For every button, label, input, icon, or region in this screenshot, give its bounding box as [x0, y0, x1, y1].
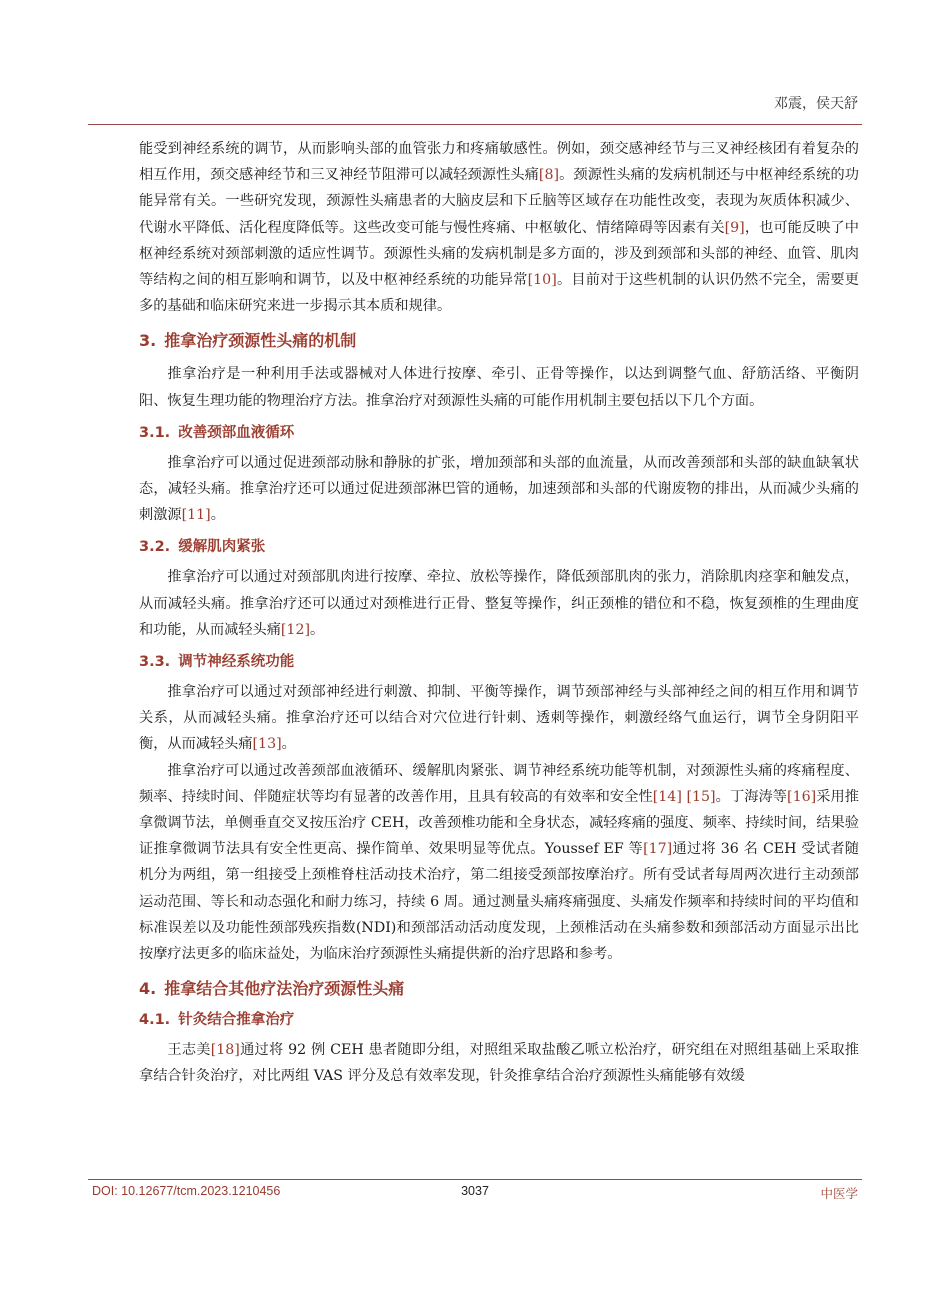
paragraph-text: 王志美	[167, 1042, 211, 1059]
paragraph-text: 通过将 36 名 CEH 受试者随机分为两组，第一组接受上颈椎脊柱活动技术治疗，第二组接受颈部按摩治疗。所有受试者每周两次进行主动颈部运动范围、等长和动态强化和耐力练习，持续 6 周。通过测量头痛疼痛强度、头痛发作频率和持续时间的平均值和标准误差以及功能性颈部残疾指数(NDI)和颈部活动活动度发现，上颈椎活动在头痛参数和颈部活动方面显示出比按摩疗法更多的临床益处，为临床治疗颈源性头痛提供新的治疗思路和参考。	[139, 841, 859, 963]
citation-link[interactable]: [9]	[724, 219, 745, 236]
page-number: 3037	[461, 1184, 489, 1198]
paragraph-text: 采用推拿微调节法，单侧垂直交叉按压治疗 CEH，改善颈椎功能和全身状态，减轻疼痛的强度、频率、持续时间，结果验证推拿微调节法具有安全性更高、操作简单、效果明显等优点。Youssef EF 等	[139, 788, 859, 858]
paragraph-text: 推拿治疗可以通过对颈部肌肉进行按摩、牵拉、放松等操作，降低颈部肌肉的张力，消除肌肉痉挛和触发点，从而减轻头痛。推拿治疗还可以通过对颈椎进行正骨、整复等操作，纠正颈椎的错位和不稳，恢复颈椎的生理曲度和功能，从而减轻头痛	[139, 569, 859, 638]
journal-name: 中医学	[820, 1187, 858, 1201]
body-paragraph	[139, 136, 859, 319]
section-heading	[139, 329, 859, 353]
paragraph-text: ，也可能反映了中枢神经系统对颈部刺激的适应性调节。颈源性头痛的发病机制是多方面的，涉及到颈部和头部的神经、血管、肌肉等结构之间的相互影响和调节，以及中枢神经系统的功能异常	[139, 219, 859, 289]
running-header-authors: 邓震，侯天舒	[774, 96, 858, 112]
article-body	[139, 136, 859, 1090]
paragraph-text: 推拿治疗可以通过促进颈部动脉和静脉的扩张，增加颈部和头部的血流量，从而改善颈部和头部的缺血缺氧状态，减轻头痛。推拿治疗还可以通过促进颈部淋巴管的通畅，加速颈部和头部的代谢废物的排出，从而减少头痛的刺激源	[139, 454, 859, 524]
paragraph-text: 。	[310, 621, 325, 638]
citation-link[interactable]: [18]	[210, 1042, 240, 1059]
body-paragraph	[139, 679, 859, 758]
citation-link[interactable]: [13]	[252, 736, 282, 753]
paragraph-text: 通过将 92 例 CEH 患者随即分组，对照组采取盐酸乙哌立松治疗，研究组在对照组基础上采取推拿结合针灸治疗，对比两组 VAS 评分及总有效率发现，针灸推拿结合治疗颈源性头痛能够有效缓	[139, 1042, 859, 1085]
heading-number: 4.1.	[139, 1012, 171, 1029]
citation-link[interactable]: [12]	[280, 621, 311, 638]
body-paragraph	[139, 758, 859, 968]
body-paragraph	[139, 564, 859, 643]
heading-number: 4.	[139, 979, 157, 999]
subsection-heading	[139, 536, 859, 558]
heading-text: 调节神经系统功能	[178, 654, 295, 671]
heading-text: 缓解肌肉紧张	[178, 539, 266, 556]
citation-link[interactable]: [10]	[527, 272, 557, 289]
paragraph-text: 推拿治疗可以通过改善颈部血液循环、缓解肌肉紧张、调节神经系统功能等机制，对颈源性头痛的疼痛程度、频率、持续时间、伴随症状等均有显著的改善作用，且具有较高的有效率和安全性	[139, 762, 859, 805]
heading-number: 3.1.	[139, 424, 171, 441]
paragraph-text: 。颈源性头痛的发病机制还与中枢神经系统的功能异常有关。一些研究发现，颈源性头痛患者的大脑皮层和下丘脑等区域存在功能性改变，表现为灰质体积减少、代谢水平降低、活化程度降低等。这些改变可能与慢性疼痛、中枢敏化、情绪障碍等因素有关	[139, 167, 859, 236]
subsection-heading	[139, 422, 859, 444]
section-heading	[139, 977, 859, 1001]
paragraph-text: 。丁海涛等	[715, 788, 788, 805]
footer-divider	[88, 1179, 862, 1180]
heading-text: 针灸结合推拿治疗	[178, 1012, 295, 1029]
paragraph-text: 推拿治疗是一种利用手法或器械对人体进行按摩、牵引、正骨等操作，以达到调整气血、舒筋活络、平衡阴阳、恢复生理功能的物理治疗方法。推拿治疗对颈源性头痛的可能作用机制主要包括以下几个方面。	[139, 366, 859, 409]
citation-link[interactable]: [11]	[181, 507, 211, 524]
citation-link[interactable]: [14] [15]	[652, 788, 716, 805]
paragraph-text: 。	[281, 736, 296, 753]
subsection-heading	[139, 1009, 859, 1031]
paragraph-text: 。	[210, 507, 225, 524]
citation-link[interactable]: [17]	[643, 841, 673, 858]
citation-link[interactable]: [16]	[787, 788, 817, 805]
paragraph-text: 推拿治疗可以通过对颈部神经进行刺激、抑制、平衡等操作，调节颈部神经与头部神经之间的相互作用和调节关系，从而减轻头痛。推拿治疗还可以结合对穴位进行针刺、透刺等操作，刺激经络气血运行，调节全身阴阳平衡，从而减轻头痛	[139, 684, 859, 753]
footer-doi-link[interactable]: DOI: 10.12677/tcm.2023.1210456	[92, 1184, 281, 1198]
heading-text: 改善颈部血液循环	[178, 424, 295, 441]
heading-number: 3.	[139, 331, 157, 351]
body-paragraph	[139, 1037, 859, 1089]
heading-text: 推拿结合其他疗法治疗颈源性头痛	[164, 979, 405, 999]
body-paragraph	[139, 361, 859, 413]
citation-link[interactable]: [8]	[538, 167, 560, 184]
header-divider	[88, 124, 862, 125]
heading-number: 3.2.	[139, 539, 171, 556]
heading-number: 3.3.	[139, 654, 171, 671]
paragraph-text: 。目前对于这些机制的认识仍然不完全，需要更多的基础和临床研究来进一步揭示其本质和规律。	[139, 272, 859, 315]
paragraph-text: 能受到神经系统的调节，从而影响头部的血管张力和疼痛敏感性。例如，颈交感神经节与三叉神经核团有着复杂的相互作用，颈交感神经节和三叉神经节阻滞可以减轻颈源性头痛	[139, 141, 859, 184]
body-paragraph	[139, 450, 859, 529]
heading-text: 推拿治疗颈源性头痛的机制	[164, 331, 357, 351]
subsection-heading	[139, 651, 859, 673]
